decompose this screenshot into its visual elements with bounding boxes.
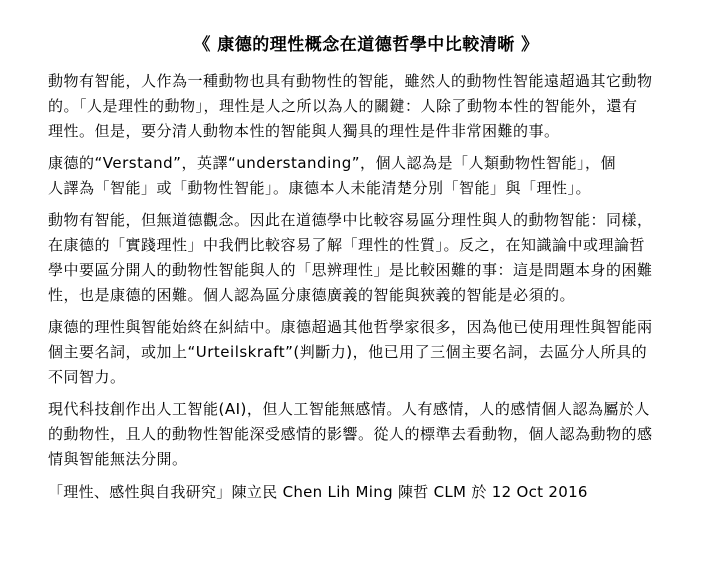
paragraph-line: 性，也是康德的困難。個人認為區分康德廣義的智能與狹義的智能是必須的。 <box>48 286 576 304</box>
paragraph-1 <box>48 69 676 144</box>
paragraph-5 <box>48 397 676 472</box>
paragraph-line: 在康德的「實踐理性」中我們比較容易了解「理性的性質」。反之，在知識論中或理論哲 <box>48 236 646 254</box>
paragraph-line: 個主要名詞，或加上“Urteilskraft”(判斷力)，他已用了三個主要名詞，去區分人所具的 <box>48 343 648 361</box>
paragraph-line: 康德的“Verstand”，英譯“understanding”，個人認為是「人類動物性智能」，個 <box>48 154 617 172</box>
paragraph-line: 學中要區分開人的動物性智能與人的「思辨理性」是比較困難的事：這是問題本身的困難 <box>48 261 653 279</box>
paragraph-line: 動物有智能，人作為一種動物也具有動物性的智能，雖然人的動物性智能遠超過其它動物 <box>48 72 653 90</box>
paragraph-line: 不同智力。 <box>48 368 126 386</box>
paragraph-line: 的動物性，且人的動物性智能深受感情的影響。從人的標準去看動物，個人認為動物的感 <box>48 425 653 443</box>
paragraph-line: 理性。但是，要分清人動物本性的智能與人獨具的理性是件非常困難的事。 <box>48 122 560 140</box>
citation-footer: 「理性、感性與自我研究」陳立民 Chen Lih Ming 陳哲 CLM 於 12 Oct 2016 <box>48 483 588 501</box>
paragraph-4 <box>48 315 676 390</box>
paragraph-line: 情與智能無法分開。 <box>48 450 188 468</box>
paragraph-2 <box>48 151 676 201</box>
paragraph-line: 人譯為「智能」或「動物性智能」。康德本人未能清楚分別「智能」與「理性」。 <box>48 179 592 197</box>
paragraph-line: 現代科技創作出人工智能(AI)，但人工智能無感情。人有感情，人的感情個人認為屬於人 <box>48 400 650 418</box>
paragraph-line: 康德的理性與智能始終在糾結中。康德超過其他哲學家很多，因為他已使用理性與智能兩 <box>48 318 653 336</box>
paragraph-3 <box>48 208 676 308</box>
document-title: 《 康德的理性概念在道德哲學中比較清晰 》 <box>193 35 539 55</box>
paragraph-line: 動物有智能，但無道德觀念。因此在道德學中比較容易區分理性與人的動物智能：同樣， <box>48 211 653 229</box>
paragraph-line: 的。「人是理性的動物」，理性是人之所以為人的關鍵：人除了動物本性的智能外，還有 <box>48 97 638 115</box>
